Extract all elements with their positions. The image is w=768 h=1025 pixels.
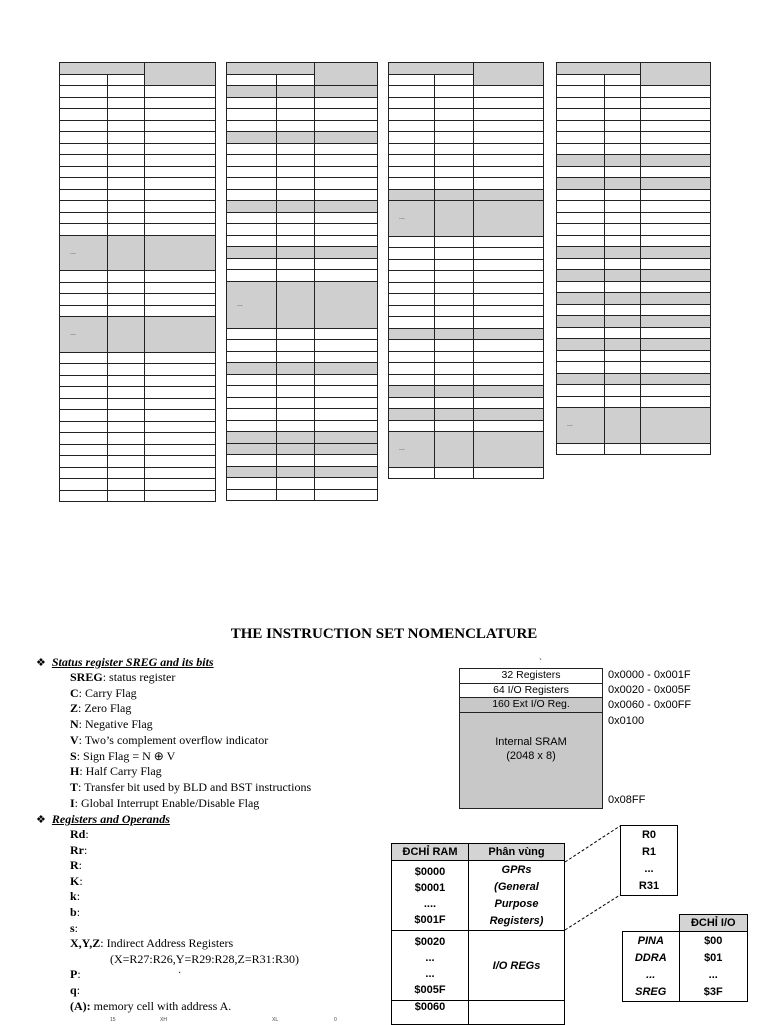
definition-text: : Sign Flag = N ⊕ V xyxy=(76,748,176,763)
page-title: THE INSTRUCTION SET NOMENCLATURE xyxy=(230,626,538,642)
register-item: ... xyxy=(644,862,654,875)
bullet-diamond-icon: ❖ xyxy=(36,814,46,826)
definition-text: : Zero Flag xyxy=(78,701,132,716)
definition-text: : Carry Flag xyxy=(78,685,137,700)
definition-text: : xyxy=(78,858,83,873)
definition-text: : Global Interrupt Enable/Disable Flag xyxy=(74,795,260,810)
definition-term: Rd xyxy=(70,827,86,841)
gpr-region: GPRs (General Purpose Registers) xyxy=(469,861,565,931)
stray-tick: ˏ xyxy=(539,650,542,660)
definition-text: : xyxy=(74,920,79,935)
address-label: 0x0060 - 0x00FF xyxy=(608,699,692,711)
stray-dot: · xyxy=(178,968,182,979)
ellipsis-cell: ... xyxy=(389,201,435,237)
definition-term: R xyxy=(70,858,79,873)
address-label: 0x08FF xyxy=(608,794,646,806)
definition-text: : xyxy=(85,827,89,841)
io-header: ĐCHỈ I/O xyxy=(679,915,748,932)
address-label: 0x0020 - 0x005F xyxy=(608,684,691,696)
definition-term: S xyxy=(70,748,77,763)
definition-term: q xyxy=(70,983,77,997)
address-label: 0x0000 - 0x001F xyxy=(608,669,691,681)
definition-text: : Transfer bit used by BLD and BST instructions xyxy=(78,779,312,794)
definition-term: C xyxy=(70,685,79,700)
bit-label: 15 xyxy=(110,1017,116,1023)
bit-label: XH xyxy=(160,1017,167,1023)
memory-sram-block: Internal SRAM (2048 x 8) xyxy=(459,712,603,809)
definition-text: : Indirect Address Registers xyxy=(100,936,234,951)
register-item: R1 xyxy=(641,845,657,858)
definition-text: : status register xyxy=(102,670,176,684)
memory-row-ext-io: 160 Ext I/O Reg. xyxy=(459,697,603,712)
definition-term: k xyxy=(70,889,77,904)
ellipsis-cell: ... xyxy=(227,281,277,328)
definition-term: T xyxy=(70,779,79,794)
definition-text: : xyxy=(84,842,88,857)
definition-term: I xyxy=(70,795,75,810)
definition-term: Z xyxy=(70,701,79,716)
bullet-diamond-icon: ❖ xyxy=(36,657,46,669)
register-item: R31 xyxy=(638,879,660,892)
definition-text: : xyxy=(79,873,83,888)
definition-text: (X=R27:R26,Y=R29:R28,Z=R31:R30) xyxy=(110,951,299,966)
ellipsis-cell: ... xyxy=(557,408,605,444)
io-addresses: $00 $01 ... $3F xyxy=(679,932,748,1002)
definition-term: s xyxy=(70,920,75,935)
io-names: PINA DDRA ... SREG xyxy=(623,932,680,1002)
address-label: 0x0100 xyxy=(608,715,645,727)
ram-header-region: Phân vùng xyxy=(469,844,565,861)
ellipsis-cell: ... xyxy=(60,317,108,353)
definition-term: V xyxy=(70,732,79,747)
definition-term: (A): xyxy=(70,998,91,1013)
definition-text: : Two’s complement overflow indicator xyxy=(78,732,269,747)
definition-text: : Negative Flag xyxy=(78,717,153,732)
gpr-addresses: $0000 $0001 .... $001F xyxy=(392,861,469,931)
io-region: I/O REGs xyxy=(469,931,565,1001)
register-item: R0 xyxy=(641,828,657,841)
definition-term: X,Y,Z xyxy=(70,936,101,951)
definition-term: K xyxy=(70,873,80,888)
definition-text: : xyxy=(76,905,81,919)
definition-term: P xyxy=(70,967,78,982)
definition-text: : xyxy=(76,889,81,904)
definition-term: SREG xyxy=(70,670,103,684)
definition-term: Rr xyxy=(70,842,84,857)
ram-header-address: ĐCHỈ RAM xyxy=(392,844,469,861)
io-addresses: $0020 ... ... $005F xyxy=(392,931,469,1001)
definition-text: : xyxy=(77,967,81,982)
definition-term: b xyxy=(70,905,77,919)
ellipsis-cell: ... xyxy=(389,432,435,468)
definition-term: H xyxy=(70,764,80,779)
definition-text: : xyxy=(76,983,81,997)
bit-label: XL xyxy=(272,1017,279,1023)
definition-text: memory cell with address A. xyxy=(90,998,232,1013)
ellipsis-cell: ... xyxy=(60,235,108,271)
sreg-section-heading: ❖ Status register SREG and its bits xyxy=(36,655,214,669)
definition-term: N xyxy=(70,717,79,732)
operands-section-heading: ❖ Registers and Operands xyxy=(36,812,170,826)
memory-row-io: 64 I/O Registers xyxy=(459,683,603,698)
ext-address: $0060 xyxy=(392,1001,469,1025)
definition-text: : Half Carry Flag xyxy=(79,764,162,779)
memory-row-registers: 32 Registers xyxy=(459,668,603,683)
bit-label: 0 xyxy=(334,1017,337,1023)
